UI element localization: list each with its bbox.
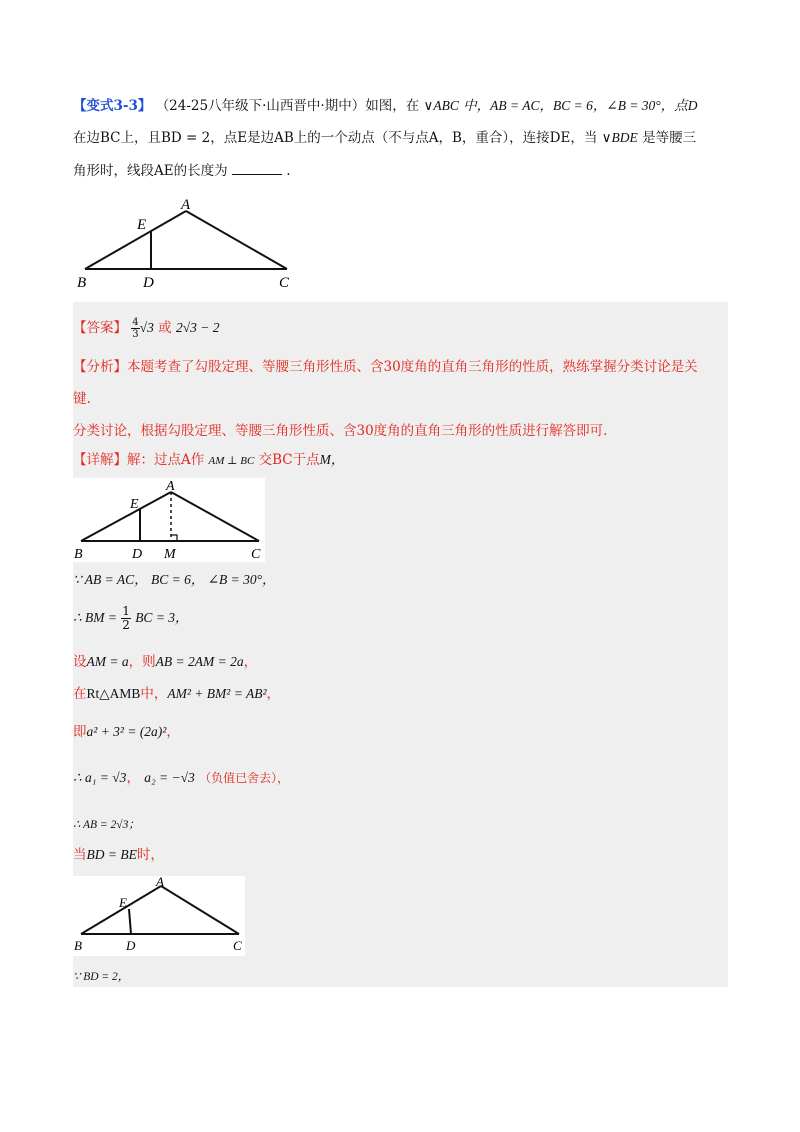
problem-line1-tail: 中，AB = AC，BC = 6，∠B = 30°，点D [463,98,698,113]
fig2-label-c: C [251,547,261,562]
problem-line-2 [73,128,728,148]
detail-intro-math: AM ⊥ BC [208,455,255,467]
detail-intro-end: M， [319,452,345,467]
step1-math: ∵ AB = AC， BC = 6， ∠B = 30°， [73,572,276,587]
fig3-label-b: B [74,938,82,953]
step5-end: ， [166,724,180,740]
step2-frac-den: 2 [122,618,130,632]
step2-pre: ∴ BM = [73,610,117,625]
step4-tri: Rt△AMB [86,686,141,701]
step9-eq: ∵ BD = 2， [73,971,130,983]
step5-word: 即 [73,724,87,740]
step2-fraction [121,605,131,632]
label-b: B [77,275,87,291]
label-d: D [143,275,154,291]
segment-ab [85,211,186,269]
detail-step-5 [73,722,728,742]
problem-line-3 [73,161,728,181]
fig2-label-a: A [166,479,175,494]
analysis-line-1 [73,357,728,377]
figure-2-svg [73,478,265,562]
answer-frac-num: 4 [132,317,139,328]
step7-eq: ∴ AB = 2√3； [73,819,140,831]
answer-line [73,316,728,340]
step6-eq2: a₂ = −√3 [144,770,195,785]
figure-1-svg [73,193,303,293]
step8-word: 当 [73,847,87,863]
problem-source: （24-25八年级下·山西晋中·期中）如图，在 [155,98,420,114]
step3-mid: ，则 [128,654,156,670]
segment-ac [186,211,287,269]
answer-fraction [131,317,139,340]
step3-a: AM = a [86,654,129,669]
answer-value2: 2√3 − 2 [175,320,220,335]
step5-eq: a² + 3² = (2a)² [86,724,167,739]
detail-step-7 [73,814,728,835]
step6-eq1: ∴ a₁ = √3 [73,770,127,785]
detail-intro-mid: 交BC于点 [258,452,320,468]
problem-line3-end: . [286,163,291,179]
step8-eq: BD = BE [86,847,137,862]
label-c: C [279,275,290,291]
detail-step-3 [73,652,728,672]
step4-end: ， [266,686,281,702]
fig3-segment-ab [81,886,161,934]
problem-line3-text: 角形时，线段AE的长度为 [73,163,228,179]
fig3-label-e: E [119,895,127,910]
label-a: A [181,197,191,213]
detail-step-2 [73,604,728,632]
step3-word: 设 [73,654,87,670]
detail-intro [73,450,728,471]
label-e: E [137,217,147,233]
figure-1 [73,193,303,293]
analysis-line-2: 键. [73,391,91,407]
fig3-label-d: D [126,938,136,953]
step2-frac-num: 1 [122,604,130,618]
step3-b: AB = 2AM = 2a [155,654,244,669]
step2-post: BC = 3， [135,610,189,625]
problem-line-1 [73,96,728,116]
fig2-label-m: M [164,547,176,562]
figure-2 [73,478,265,562]
fig3-label-c: C [233,938,242,953]
answer-blank [232,162,282,175]
figure-3 [73,876,245,956]
problem-line2-text: 在边BC上，且BD = 2，点E是边AB上的一个动点（不与点A，B，重合），连接DE，当 [73,130,598,146]
fig2-segment-ac [171,492,259,541]
fig2-label-b: B [74,547,83,562]
step4-mid: 中， [140,686,168,702]
analysis-tag: 【分析】 [73,359,127,375]
step8-end: 时， [136,847,164,863]
step6-sep: ， [126,770,140,786]
answer-value1: √3 [139,320,154,335]
fig2-label-d: D [132,547,143,562]
triangle-bde: ∨BDE [601,130,638,145]
detail-step-6 [73,768,728,788]
fig3-segment-ac [161,886,239,934]
detail-step-9 [73,966,728,987]
problem-line2-tail: 是等腰三 [642,130,697,146]
triangle-abc: ∨ABC [423,98,459,113]
step4-eq: AM² + BM² = AB² [167,686,267,701]
detail-tag: 【详解】 [73,452,127,468]
detail-intro-text: 解：过点A作 [127,452,205,468]
problem-tag: 【变式3-3】 [73,98,152,114]
detail-step-8 [73,845,728,865]
fig2-label-e: E [130,497,139,512]
step3-end: ， [243,654,258,670]
detail-step-1 [73,570,728,590]
fig2-segment-ab [81,492,171,541]
fig3-label-a: A [156,876,164,889]
figure-3-svg [73,876,245,956]
answer-tag: 【答案】 [73,320,127,336]
answer-frac-den: 3 [132,329,139,340]
step6-note: （负值已舍去）， [199,771,290,785]
analysis-line-3: 分类讨论，根据勾股定理、等腰三角形性质、含30度角的直角三角形的性质进行解答即可. [73,423,608,439]
detail-step-4 [73,684,728,704]
analysis-text-1: 本题考查了勾股定理、等腰三角形性质、含30度角的直角三角形的性质，熟练掌握分类讨论是关 [127,359,698,375]
fig3-segment-de [129,909,131,934]
step4-word: 在 [73,686,87,702]
answer-or: 或 [158,320,172,336]
